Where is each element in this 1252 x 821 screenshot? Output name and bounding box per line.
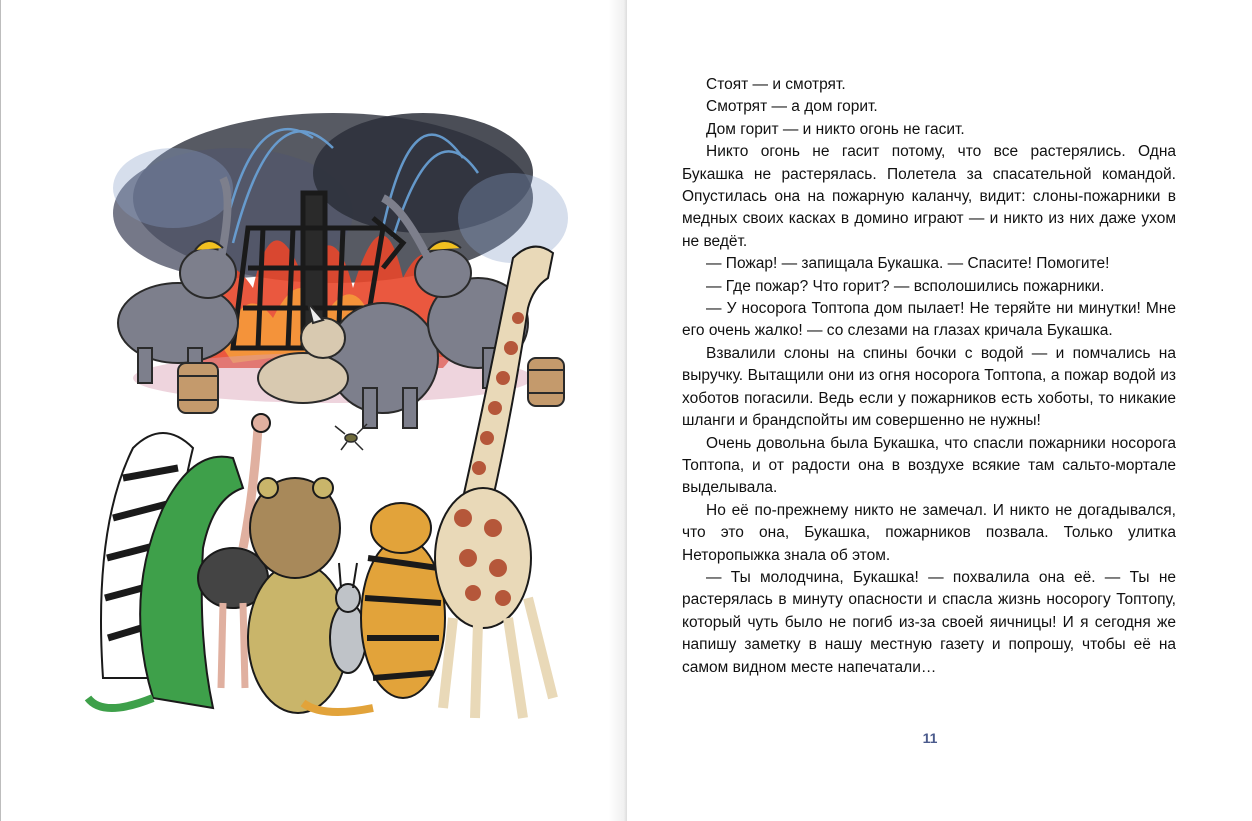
paragraph: Дом горит — и никто огонь не гасит.: [706, 120, 965, 138]
paragraph: Но её по-прежнему никто не замечал. И никто не догадывался, что это она, Букашка, пожарников позвала. Только улитка Неторопыжка знала об этом.: [682, 501, 1176, 564]
paragraph: — Ты молодчина, Букашка! — похвалила она её. — Ты не растерялась в минуту опасности и спасла жизнь носорогу Топтопу, который чуть было не погиб из-за своей яичницы! И я сегодня же напишу заметку в нашу местную газету и попрошу, чтобы её на самом видном месте напечатали…: [682, 568, 1176, 676]
paragraph: Взвалили слоны на спины бочки с водой — и помчались на выручку. Вытащили они из огня носорога Топтопа, а пожар водой из хоботов погасили. Ведь если у пожарников есть хоботы, то никакие шланги и брандспойты им совершенно не нужны!: [682, 344, 1176, 430]
paragraph: — У носорога Топтопа дом пылает! Не теряйте ни минутки! Мне его очень жалко! — со слезами на глазах кричала Букашка.: [682, 300, 1176, 340]
paragraph: — Где пожар? Что горит? — всполошились пожарники.: [706, 277, 1105, 295]
paragraph: Стоят — и смотрят.: [706, 76, 846, 93]
paragraph: — Пожар! — запищала Букашка. — Спасите! Помогите!: [706, 255, 1110, 273]
paragraph: Смотрят — а дом горит.: [706, 98, 878, 116]
story-text: [682, 74, 1176, 679]
bug-icon: [335, 424, 367, 450]
fire-scene-illustration: [83, 78, 575, 724]
lion-icon: [248, 478, 348, 713]
paragraph: Никто огонь не гасит потому, что все растерялись. Одна Букашка не растерялась. Полетела за спасательной командой. Опустилась она на пожарную каланчу, видит: слоны-пожарники в медных своих касках в домино играют — и никто из них даже ухом не ведёт.: [682, 143, 1176, 250]
left-page: [0, 0, 625, 821]
page-number: 11: [922, 730, 938, 746]
paragraph: Очень довольна была Букашка, что спасли пожарники носорога Топтопа, и от радости она в воздухе всякие там сальто-мортале выделывала.: [682, 434, 1176, 497]
